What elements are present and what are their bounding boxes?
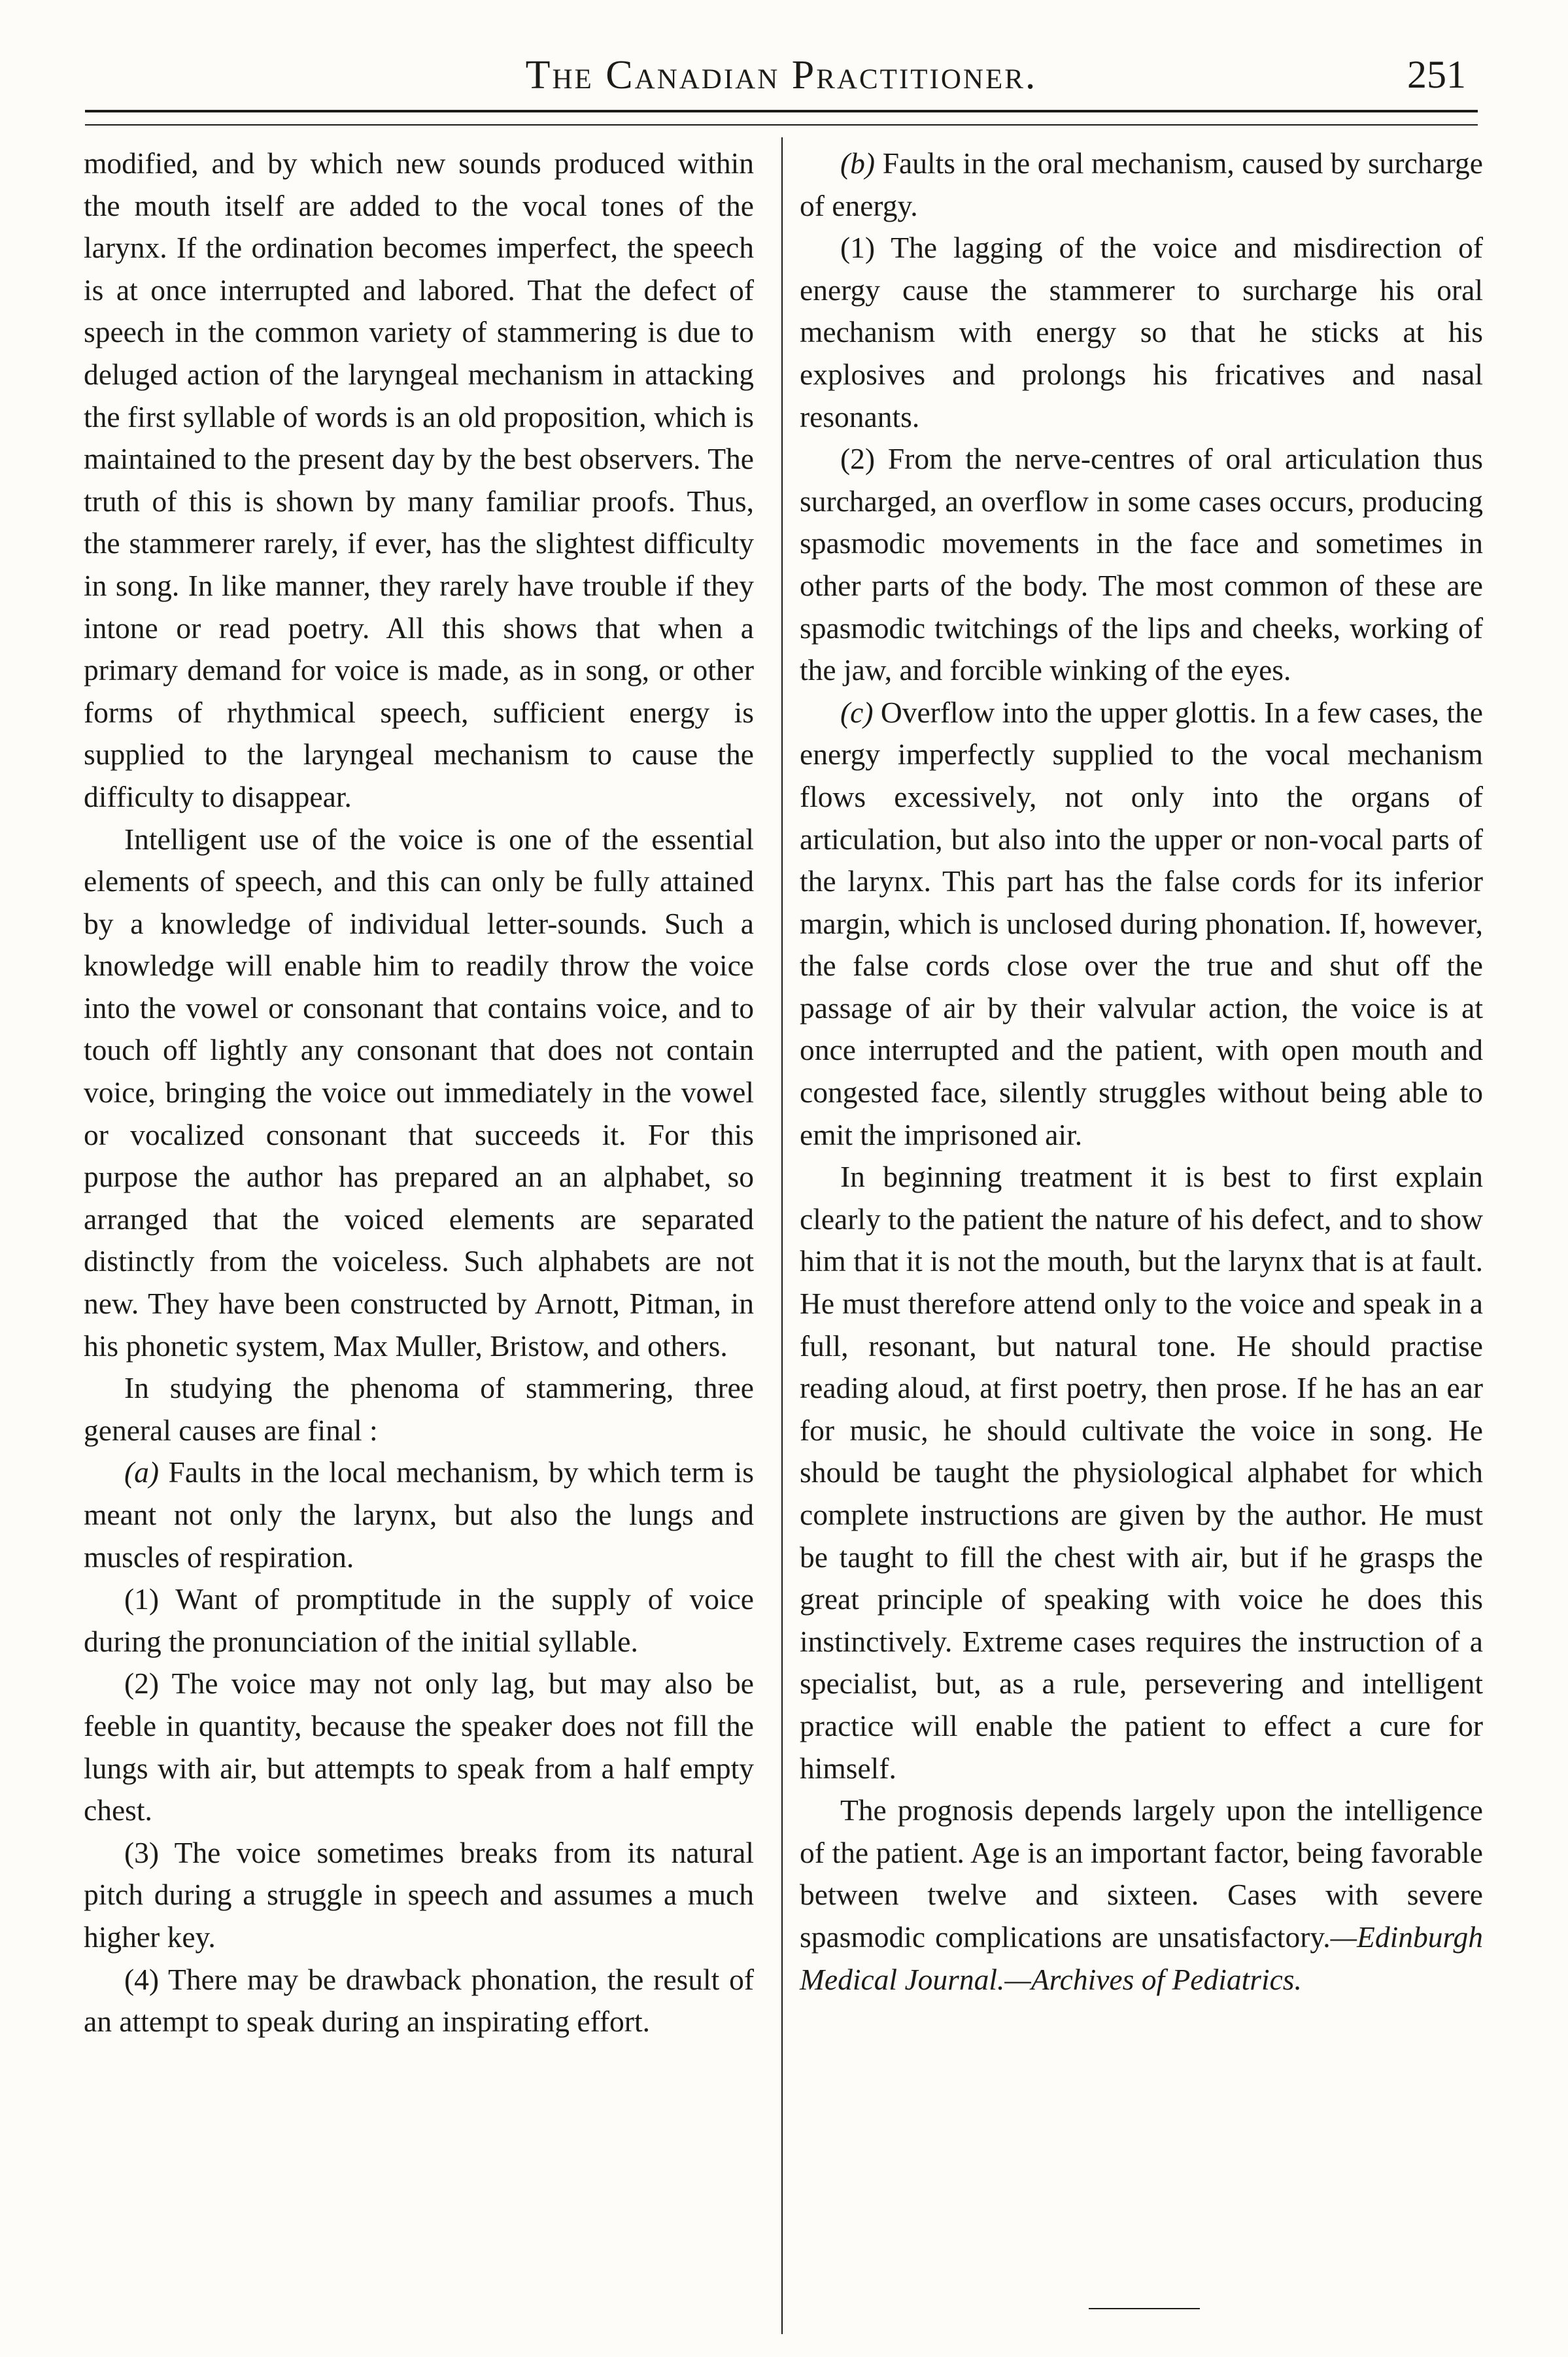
paragraph: (1) The lagging of the voice and misdirection of energy cause the stammerer to surcharge his oral mechanism with energy so that he sticks at his explosives and prolongs his fricatives and nasal resonants. [800, 231, 1483, 433]
paragraph: (2) The voice may not only lag, but may also be feeble in quantity, because the speaker does not fill the lungs with air, but attempts to speak from a half empty chest. [84, 1667, 754, 1827]
header-rule-thick [85, 110, 1478, 112]
paragraph: (4) There may be drawback phonation, the result of an attempt to speak during an inspirating effort. [84, 1962, 754, 2039]
paragraph [800, 692, 1483, 1157]
paragraph: (1) Want of promptitude in the supply of voice during the pronunciation of the initial syllable. [84, 1582, 754, 1658]
paragraph-text: The prognosis depends largely upon the intelligence of the patient. Age is an important factor, being favorable between twelve and sixteen. Cases with severe spasmodic complications are unsatisfactory. [800, 1793, 1483, 1954]
column-divider [781, 137, 783, 2334]
running-header [85, 41, 1478, 112]
left-column [84, 143, 754, 2043]
paragraph: In studying the phenoma of stammering, three general causes are final : [84, 1371, 754, 1447]
paragraph-text: Overflow into the upper glottis. In a few cases, the energy imperfectly supplied to the vocal mechanism flows excessively, not only into the organs of articulation, but also into the upper or non-vocal parts of the larynx. This part has the false cords for its inferior margin, which is unclosed during phonation. If, however, the false cords close over the true and shut off the passage of air by their valvular action, the voice is at once interrupted and the patient, with open mouth and congested face, silently struggles without being able to emit the imprisoned air. [800, 695, 1483, 1151]
paragraph: Intelligent use of the voice is one of the essential elements of speech, and this can only be fully attained by a knowledge of individual letter-sounds. Such a knowledge will enable him to readily throw the voice into the vowel or consonant that contains voice, and to touch off lightly any consonant that does not contain voice, bringing the voice out immediately in the vowel or vocalized consonant that succeeds it. For this purpose the author has prepared an an alphabet, so arranged that the voiced elements are separated distinctly from the voiceless. Such alphabets are not new. They have been constructed by Arnott, Pitman, in his phonetic system, Max Muller, Bristow, and others. [84, 822, 754, 1363]
right-column [800, 143, 1483, 2001]
paragraph: In beginning treatment it is best to first explain clearly to the patient the nature of his defect, and to show him that it is not the mouth, but the larynx that is at fault. He must therefore attend only to the voice and speak in a full, resonant, but natural tone. He should practise reading aloud, at first poetry, then prose. If he has an ear for music, he should cultivate the voice in song. He should be taught the physiological alphabet for which complete instructions are given by the author. He must be taught to fill the chest with air, but if he grasps the great principle of speaking with voice he does this instinctively. Extreme cases requires the instruction of a specialist, but, as a rule, persevering and intelligent practice will enable the patient to effect a cure for himself. [800, 1160, 1483, 1785]
paragraph [800, 1789, 1483, 2001]
paragraph: modified, and by which new sounds produced within the mouth itself are added to the vocal tones of the larynx. If the ordination becomes imperfect, the speech is at once interrupted and labored. That the defect of speech in the common variety of stammering is due to deluged action of the laryngeal mechanism in attacking the first syllable of words is an old proposition, which is maintained to the present day by the best observers. The truth of this is shown by many familiar proofs. Thus, the stammerer rarely, if ever, has the slightest difficulty in song. In like manner, they rarely have trouble if they intone or read poetry. All this shows that when a primary demand for voice is made, as in song, or other forms of rhythmical speech, sufficient energy is supplied to the laryngeal mechanism to cause the difficulty to disappear. [84, 146, 754, 813]
paragraph: (3) The voice sometimes breaks from its natural pitch during a struggle in speech and assumes a much higher key. [84, 1835, 754, 1954]
item-label: (b) [840, 146, 876, 180]
source-citation: —Edinburgh Medical Journal.—Archives of Pediatrics. [800, 1920, 1483, 1996]
paragraph [84, 1451, 754, 1578]
item-label: (c) [840, 695, 874, 729]
page-number: 251 [1407, 53, 1466, 96]
paragraph [800, 143, 1483, 227]
paragraph-text: Faults in the oral mechanism, caused by surcharge of energy. [800, 146, 1483, 222]
end-of-article-rule [1089, 2308, 1200, 2309]
paragraph: (2) From the nerve-centres of oral articulation thus surcharged, an overflow in some cases occurs, producing spasmodic movements in the face and sometimes in other parts of the body. The most common of these are spasmodic twitchings of the lips and cheeks, working of the jaw, and forcible winking of the eyes. [800, 442, 1483, 687]
header-rule-thin [85, 124, 1478, 126]
journal-title: The Canadian Practitioner. [525, 53, 1038, 97]
item-label: (a) [124, 1455, 160, 1489]
paragraph-text: Faults in the local mechanism, by which term is meant not only the larynx, but also the lungs and muscles of respiration. [84, 1455, 754, 1574]
